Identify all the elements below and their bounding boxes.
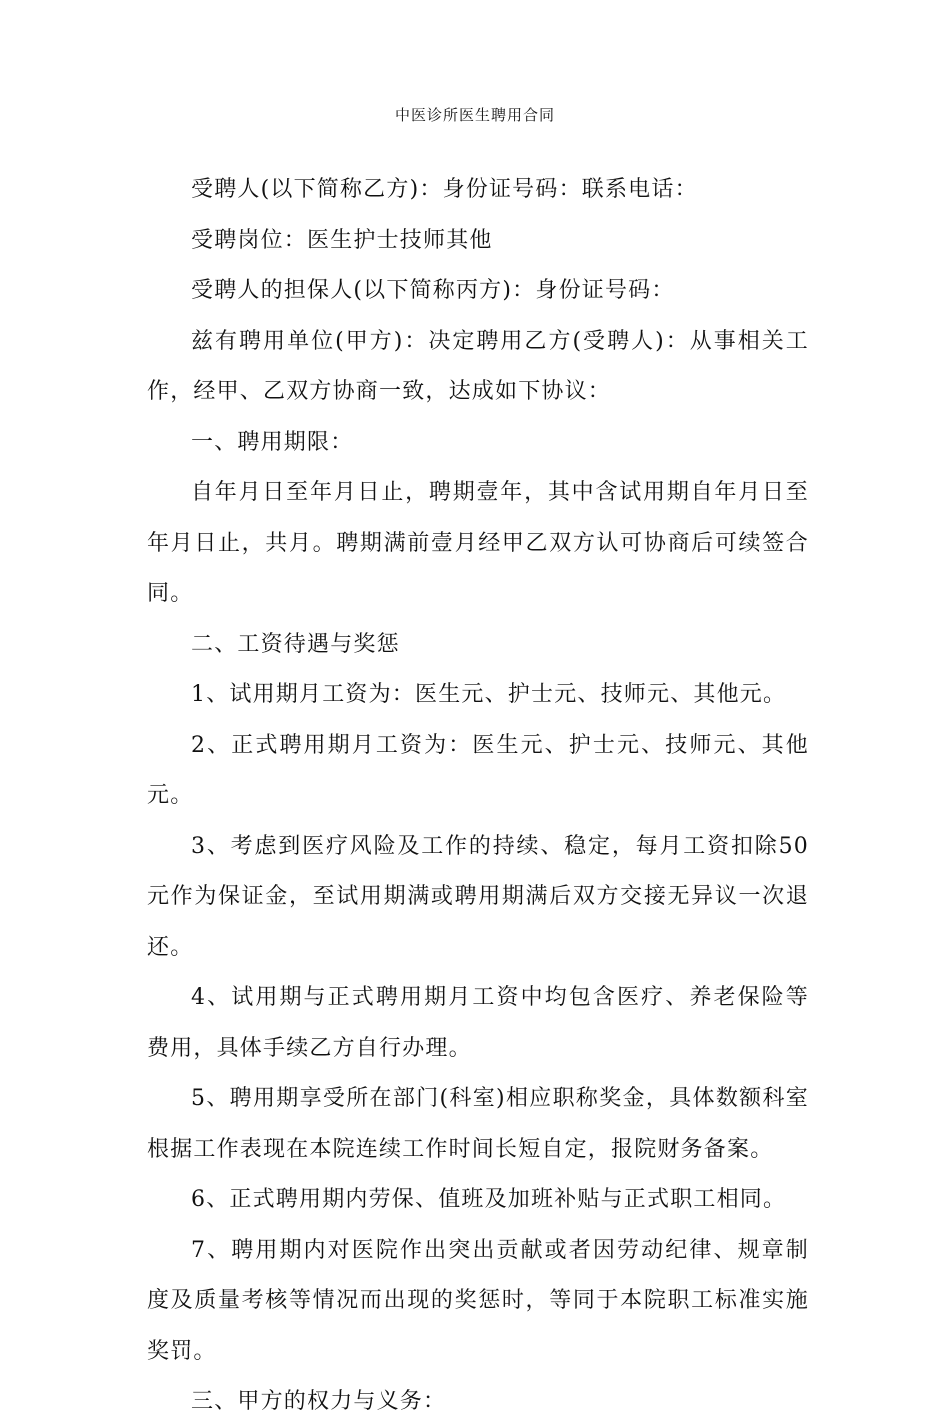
paragraph-party-b-info: 受聘人(以下简称乙方)：身份证号码：联系电话： [191, 177, 698, 202]
clause-rewards-penalties: 7、聘用期内对医院作出突出贡献或者因劳动纪律、规章制度及质量考核等情况而出现的奖惩时，等同于本院职工标准实施奖罚。 [147, 1237, 809, 1364]
clause-bonus: 5、聘用期享受所在部门(科室)相应职称奖金，具体数额科室根据工作表现在本院连续工作时间长短自定，报院财务备案。 [147, 1086, 809, 1162]
paragraph-position: 受聘岗位：医生护士技师其他 [191, 227, 493, 253]
section-heading-salary: 二、工资待遇与奖惩 [191, 631, 400, 657]
paragraph-agreement-intro: 兹有聘用单位(甲方)：决定聘用乙方(受聘人)：从事相关工作，经甲、乙双方协商一致，达成如下协议： [147, 328, 809, 404]
clause-probation-salary: 1、试用期月工资为：医生元、护士元、技师元、其他元。 [191, 682, 787, 707]
document-title: 中医诊所医生聘用合同 [394, 106, 555, 124]
section-heading-party-a-rights: 三、甲方的权力与义务： [191, 1389, 447, 1414]
paragraph-guarantor-info: 受聘人的担保人(以下简称丙方)：身份证号码： [191, 278, 675, 303]
clause-formal-salary: 2、正式聘用期月工资为：医生元、护士元、技师元、其他元。 [147, 732, 809, 808]
clause-insurance: 4、试用期与正式聘用期月工资中均包含医疗、养老保险等费用，具体手续乙方自行办理。 [147, 985, 809, 1061]
document-body [147, 165, 809, 1428]
paragraph-term-details: 自年月日至年月日止，聘期壹年，其中含试用期自年月日至年月日止，共月。聘期满前壹月经甲乙双方认可协商后可续签合同。 [147, 480, 809, 606]
clause-allowance: 6、正式聘用期内劳保、值班及加班补贴与正式职工相同。 [191, 1187, 787, 1212]
clause-deposit: 3、考虑到医疗风险及工作的持续、稳定，每月工资扣除50元作为保证金，至试用期满或聘用期满后双方交接无异议一次退还。 [147, 833, 809, 960]
section-heading-term: 一、聘用期限： [191, 429, 354, 455]
